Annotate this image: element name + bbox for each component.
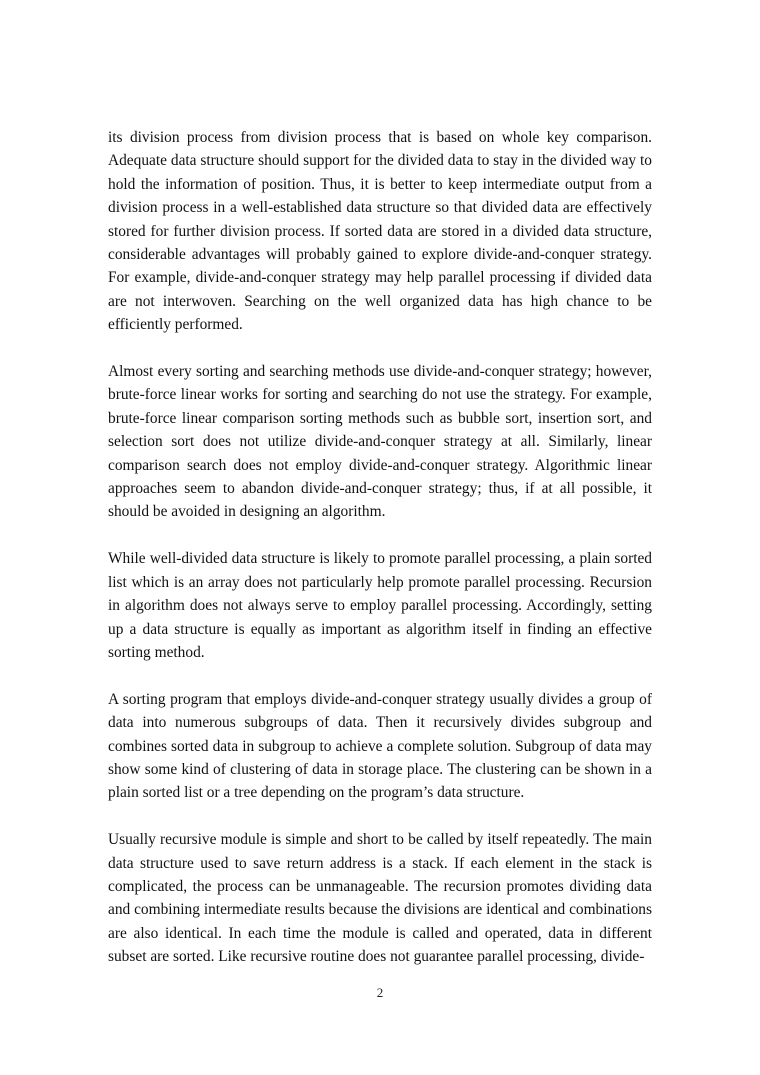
page-number: 2 — [376, 985, 384, 1000]
body-text — [108, 126, 652, 992]
paragraph-1: its division process from division process that is based on whole key comparison. Adequate data structure should support for the divided data to stay in the divided way to hold the information of position. Thus, it is better to keep intermediate output from a division process in a well-established data structure so that divided data are effectively stored for further division process. If sorted data are stored in a divided data structure, considerable advantages will probably gained to explore divide-and-conquer strategy. For example, divide-and-conquer strategy may help parallel processing if divided data are not interwoven. Searching on the well organized data has high chance to be efficiently performed. — [108, 129, 652, 334]
paragraph-2: Almost every sorting and searching methods use divide-and-conquer strategy; however, brute-force linear works for sorting and searching do not use the strategy. For example, brute-force linear comparison sorting methods such as bubble sort, insertion sort, and selection sort does not utilize divide-and-conquer strategy at all. Similarly, linear comparison search does not employ divide-and-conquer strategy. Algorithmic linear approaches seem to abandon divide-and-conquer strategy; thus, if at all possible, it should be avoided in designing an algorithm. — [108, 363, 652, 521]
paragraph-4: A sorting program that employs divide-and-conquer strategy usually divides a group of data into numerous subgroups of data. Then it recursively divides subgroup and combines sorted data in subgroup to achieve a complete solution. Subgroup of data may show some kind of clustering of data in storage place. The clustering can be shown in a plain sorted list or a tree depending on the program’s data structure. — [108, 690, 652, 802]
paragraph-3: While well-divided data structure is likely to promote parallel processing, a plain sorted list which is an array does not particularly help promote parallel processing. Recursion in algorithm does not always serve to employ parallel processing. Accordingly, setting up a data structure is equally as important as algorithm itself in finding an effective sorting method. — [108, 550, 652, 661]
paragraph-5: Usually recursive module is simple and short to be called by itself repeatedly. The main data structure used to save return address is a stack. If each element in the stack is complicated, the process can be unmanageable. The recursion promotes dividing data and combining intermediate results because the divisions are identical and combinations are also identical. In each time the module is called and operated, data in different subset are sorted. Like recursive routine does not guarantee parallel processing, divide- — [108, 831, 652, 966]
